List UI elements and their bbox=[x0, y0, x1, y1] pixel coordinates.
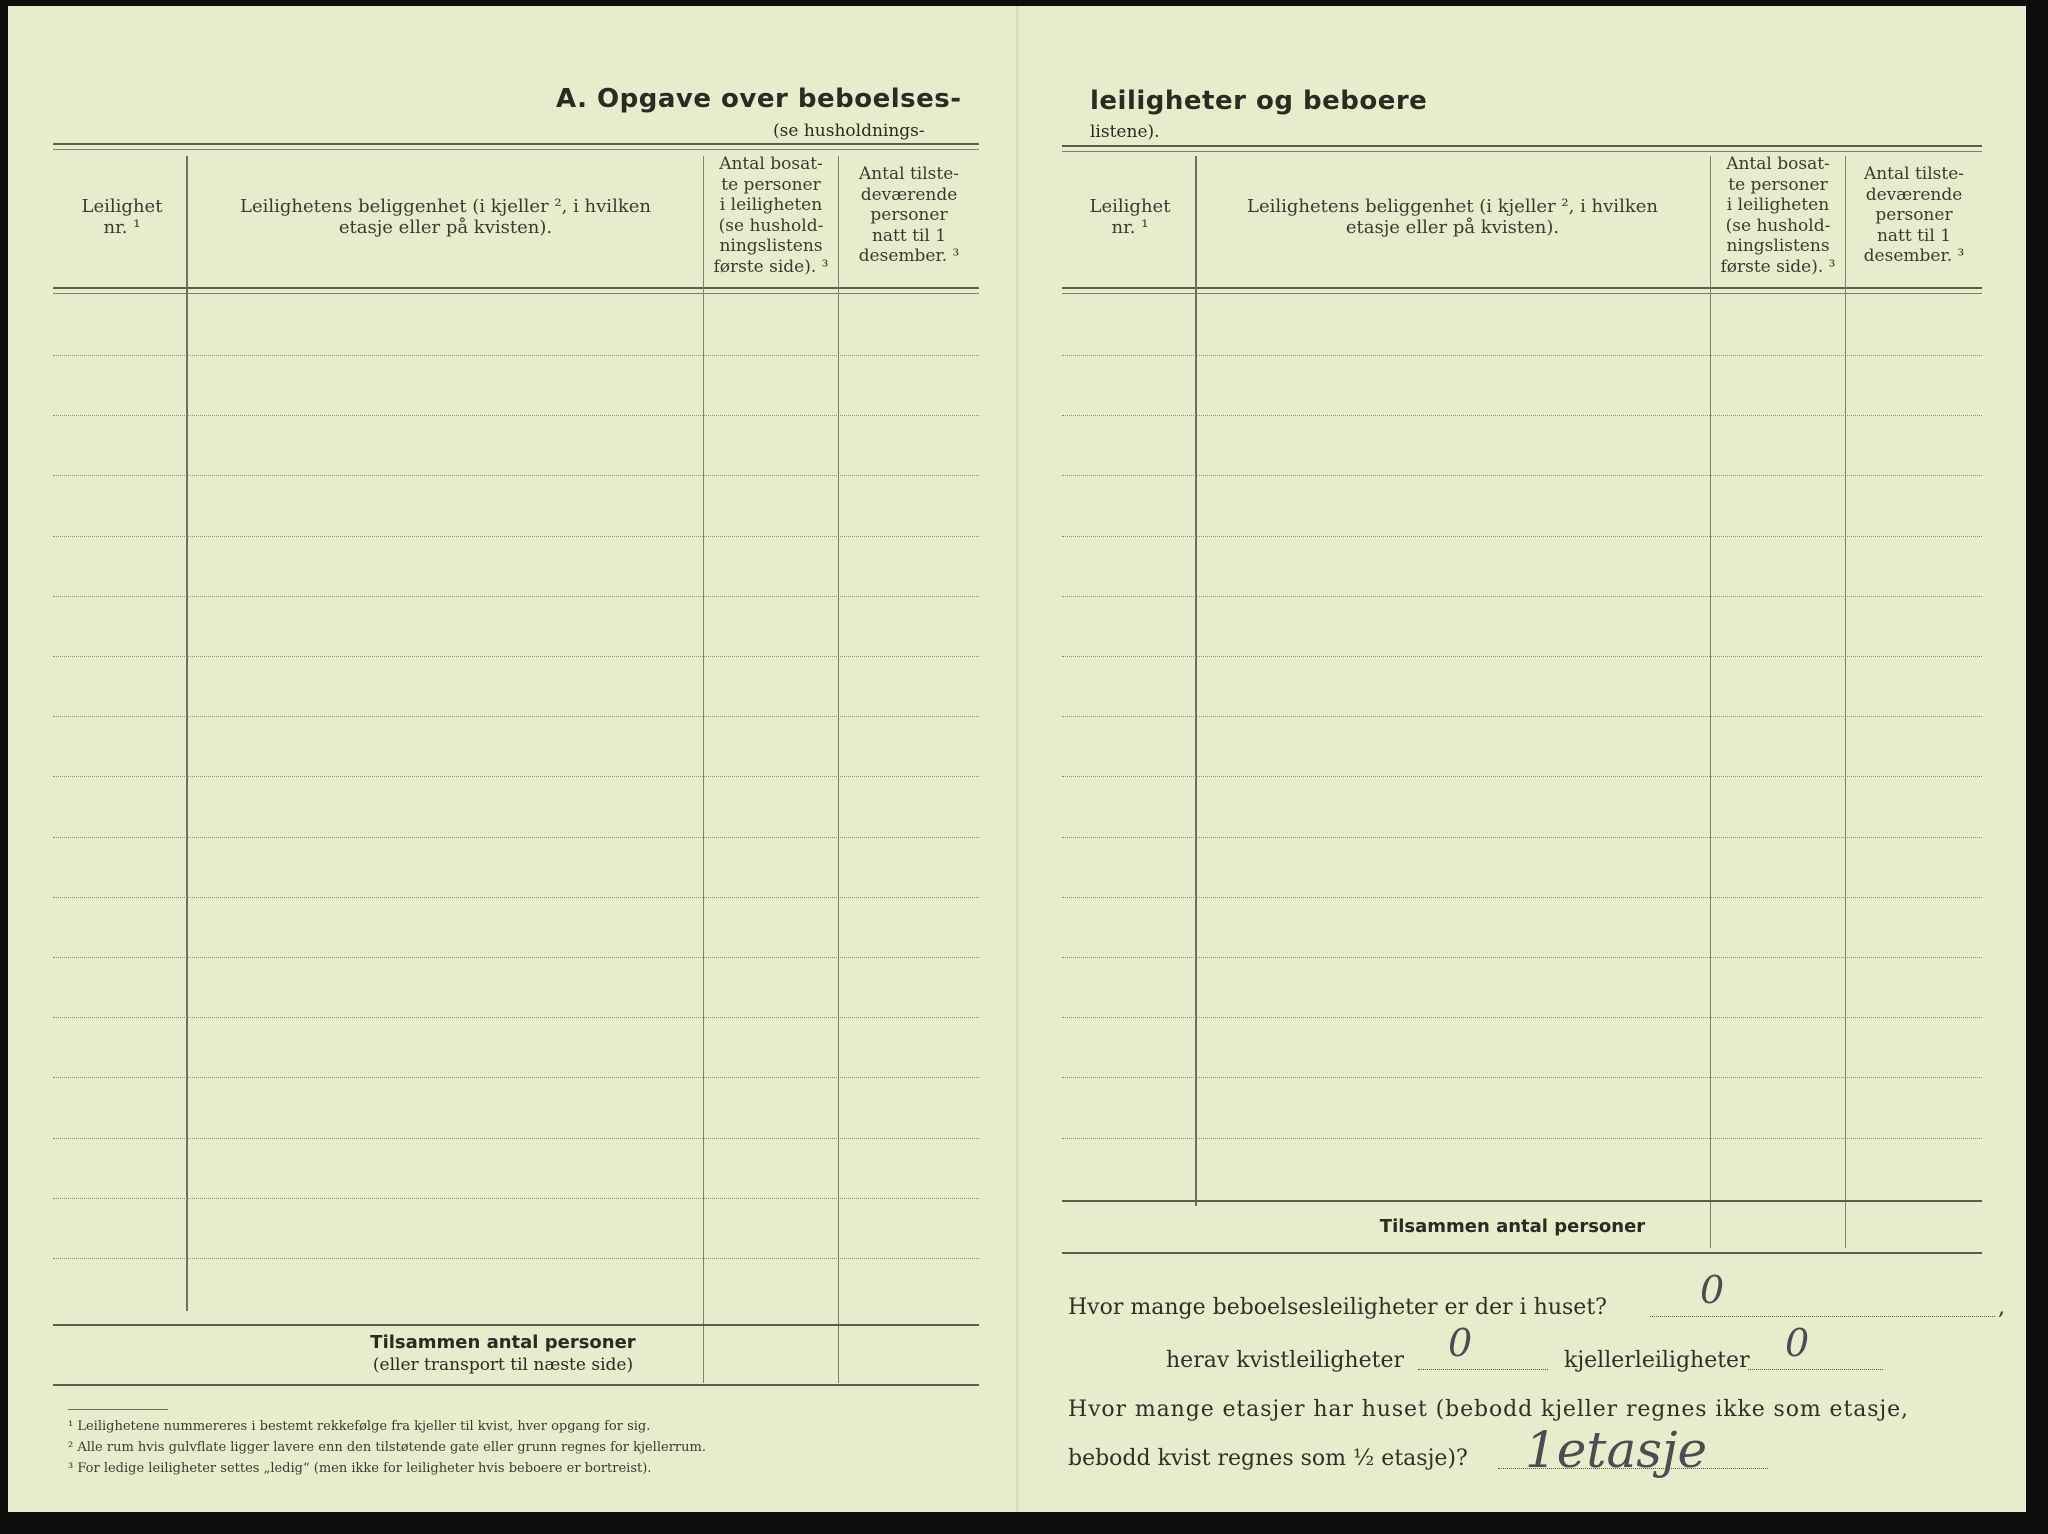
answer-attic-dwellings: 0 bbox=[1448, 1321, 1473, 1365]
form-subtitle-left: (se husholdnings- bbox=[773, 121, 925, 141]
table-row-rule bbox=[53, 1017, 979, 1018]
right-page bbox=[1020, 6, 2026, 1512]
table-row-rule bbox=[1062, 716, 1982, 717]
question-basement-dwellings: kjellerleiligheter bbox=[1564, 1348, 1750, 1373]
total-transport-note: (eller transport til næste side) bbox=[372, 1355, 634, 1375]
table-row-rule bbox=[53, 957, 979, 958]
table-row-rule bbox=[53, 776, 979, 777]
table-row-rule bbox=[53, 596, 979, 597]
answer-basement-dwellings: 0 bbox=[1785, 1321, 1810, 1365]
footnote-3: ³ For ledige leiligheter settes „ledig“ (men ikke for leiligheter hvis beboere er bortreist). bbox=[68, 1461, 652, 1476]
table-row-rule bbox=[53, 897, 979, 898]
table-row-rule bbox=[1062, 355, 1982, 356]
dwelling-table-right bbox=[1020, 6, 2026, 1512]
question-floor-count-line1: Hvor mange etasjer har huset (bebodd kjeller regnes ikke som etasje, bbox=[1068, 1397, 1909, 1422]
table-row-rule bbox=[53, 1138, 979, 1139]
census-form-sheet bbox=[8, 6, 2026, 1512]
table-row-rule bbox=[1062, 596, 1982, 597]
table-row-rule bbox=[1062, 415, 1982, 416]
table-row-rule bbox=[53, 716, 979, 717]
table-row-rule bbox=[1062, 475, 1982, 476]
page-fold bbox=[1016, 6, 1019, 1512]
table-row-rule bbox=[53, 1077, 979, 1078]
header-apartment-location: Leilighetens beliggenhet (i kjeller ², i hvilken etasje eller på kvisten). bbox=[240, 196, 651, 238]
left-page bbox=[8, 6, 1016, 1512]
question-dwelling-count-comma: , bbox=[1998, 1295, 2005, 1320]
table-row-rule bbox=[1062, 1017, 1982, 1018]
table-row-rule bbox=[1062, 897, 1982, 898]
question-attic-dwellings: herav kvistleiligheter bbox=[1166, 1348, 1404, 1373]
question-floor-count-line2: bebodd kvist regnes som ½ etasje)? bbox=[1068, 1446, 1468, 1471]
header-resident-count: Antal bosat- te personer i leiligheten (se hushold- ningslistens første side). ³ bbox=[713, 154, 829, 277]
header-apartment-location-right: Leilighetens beliggenhet (i kjeller ², i hvilken etasje eller på kvisten). bbox=[1247, 196, 1658, 238]
table-row-rule bbox=[53, 415, 979, 416]
form-title-left: A. Opgave over beboelses- bbox=[556, 84, 962, 114]
table-row-rule bbox=[53, 656, 979, 657]
header-apartment-nr-right: Leilighet nr. ¹ bbox=[1089, 196, 1171, 238]
form-title-right: leiligheter og beboere bbox=[1090, 86, 1428, 116]
total-persons-label-right: Tilsammen antal personer bbox=[1379, 1216, 1646, 1237]
table-row-rule bbox=[1062, 1077, 1982, 1078]
form-subtitle-right: listene). bbox=[1090, 122, 1160, 142]
header-resident-count-right: Antal bosat- te personer i leiligheten (se hushold- ningslistens første side). ³ bbox=[1720, 154, 1836, 277]
dwelling-table-left bbox=[8, 6, 1016, 1512]
question-dwelling-count: Hvor mange beboelsesleiligheter er der i huset? bbox=[1068, 1295, 1607, 1320]
header-present-count-right: Antal tilste- deværende personer natt til 1 desember. ³ bbox=[1863, 164, 1965, 266]
table-row-rule bbox=[1062, 776, 1982, 777]
table-row-rule bbox=[1062, 1138, 1982, 1139]
footnote-1: ¹ Leilighetene nummereres i bestemt rekkefølge fra kjeller til kvist, hver opgang for sig. bbox=[68, 1419, 651, 1434]
table-row-rule bbox=[1062, 656, 1982, 657]
answer-floor-count: 1etasje bbox=[1525, 1421, 1708, 1479]
table-row-rule bbox=[53, 355, 979, 356]
table-row-rule bbox=[53, 1258, 979, 1259]
total-persons-label-left: Tilsammen antal personer bbox=[370, 1332, 636, 1353]
answer-dwelling-count: 0 bbox=[1700, 1268, 1725, 1312]
table-row-rule bbox=[1062, 957, 1982, 958]
header-apartment-nr: Leilighet nr. ¹ bbox=[81, 196, 163, 238]
table-row-rule bbox=[53, 837, 979, 838]
table-row-rule bbox=[1062, 536, 1982, 537]
table-row-rule bbox=[53, 536, 979, 537]
table-row-rule bbox=[1062, 837, 1982, 838]
header-present-count: Antal tilste- deværende personer natt til 1 desember. ³ bbox=[858, 164, 960, 266]
footnotes bbox=[68, 1416, 706, 1479]
footnote-2: ² Alle rum hvis gulvflate ligger lavere enn den tilstøtende gate eller grunn regnes for kjellerrum. bbox=[68, 1440, 706, 1455]
table-row-rule bbox=[53, 1198, 979, 1199]
table-row-rule bbox=[53, 475, 979, 476]
